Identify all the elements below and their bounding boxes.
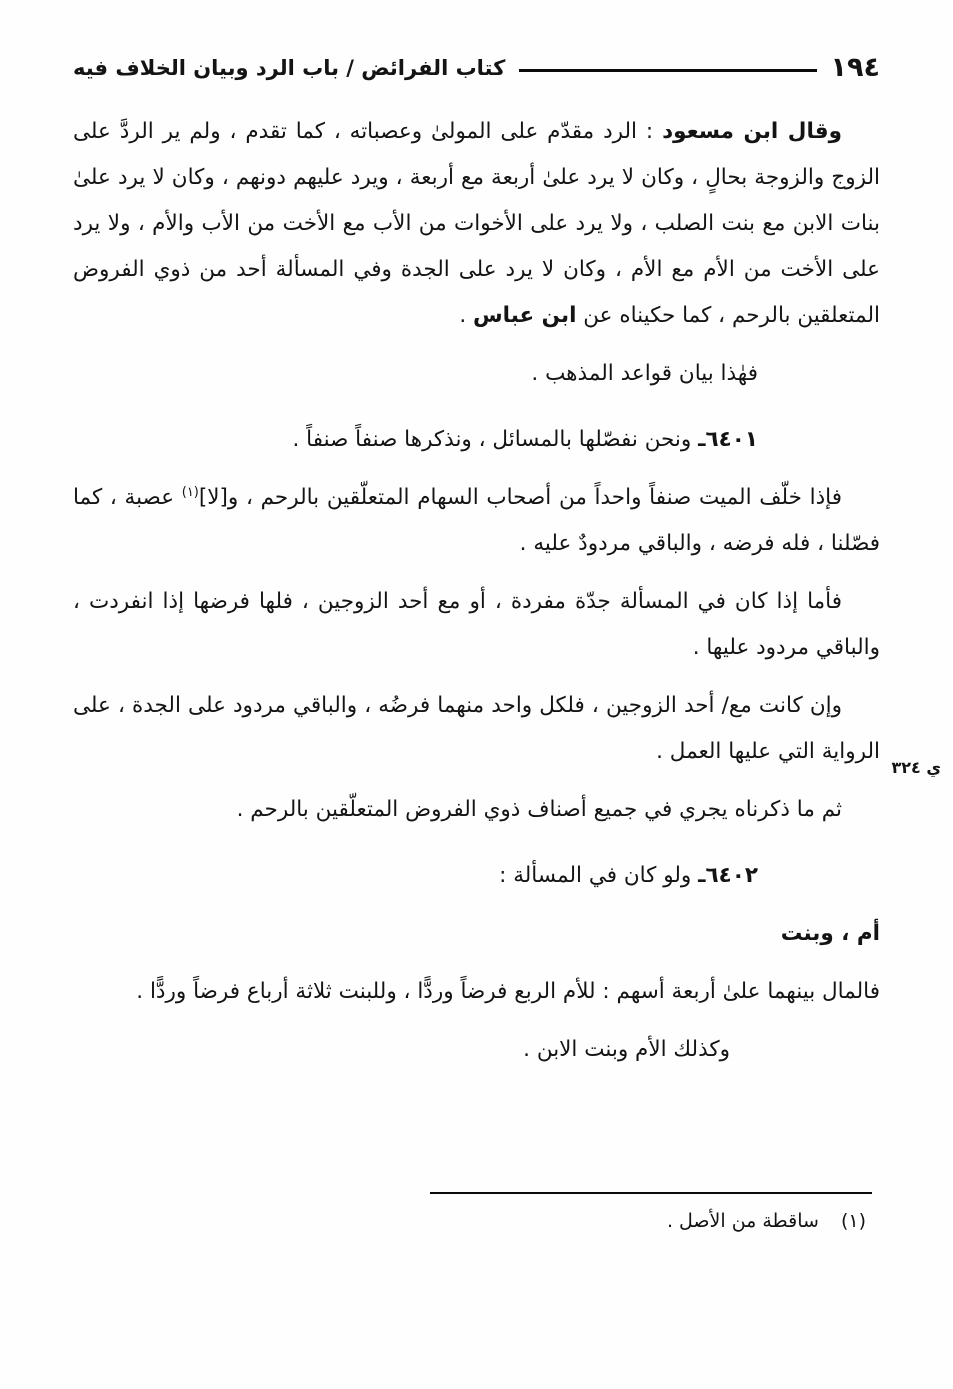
chapter-title: كتاب الفرائض / باب الرد وبيان الخلاف فيه [73, 55, 506, 80]
ibn-abbas-name: ابن عباس [472, 303, 577, 328]
footnote-area [73, 1192, 880, 1251]
paragraph-umm-wa-bint: أم ، وبنت [780, 921, 880, 946]
section-number-6401: ٦٤٠١ـ [698, 427, 758, 452]
header-rule [519, 69, 816, 72]
paragraph-6402 [73, 845, 880, 899]
speaker-name: وقال ابن مسعود [662, 119, 842, 144]
paragraph-faitha-part-b: عصبة ، كما فصّلنا ، فله فرضه ، والباقي مردودٌ عليه . [73, 485, 880, 556]
page-number: ١٩٤ [830, 52, 880, 83]
section-number-6402: ٦٤٠٢ـ [698, 863, 758, 888]
footnote-separator [430, 1192, 872, 1194]
paragraph-kadhalika: وكذلك الأم وبنت الابن . [523, 1037, 730, 1062]
paragraph-6402-text: ولو كان في المسألة : [499, 863, 699, 888]
footnote-reference-1: (١) [181, 484, 199, 500]
paragraph-thumma-dhakarnah: ثم ما ذكرناه يجري في جميع أصناف ذوي الفروض المتعلّقين بالرحم . [236, 797, 842, 822]
paragraph-ibn-masud-end: . [459, 303, 473, 328]
margin-note-folio: ي ٣٢٤ [891, 758, 941, 777]
paragraph-qawaid: فهٰذا بيان قواعد المذهب . [531, 361, 758, 386]
footnote-marker: (١) [840, 1210, 866, 1232]
paragraph-almal-baynahuma: فالمال بينهما علىٰ أربعة أسهم : للأم الربع فرضاً وردًّا ، وللبنت ثلاثة أرباع فرضاً وردًّا . [136, 979, 880, 1004]
paragraph-faitha-part-a: فإذا خلّف الميت صنفاً واحداً من أصحاب السهام المتعلّقين بالرحم ، و[لا] [198, 485, 842, 510]
page-header [0, 0, 953, 83]
paragraph-jadda-mufrada: فأما إذا كان في المسألة جدّة مفردة ، أو مع أحد الزوجين ، فلها فرضها إذا انفردت ، والباقي مردود عليها . [73, 589, 880, 660]
paragraph-ibn-masud [73, 109, 880, 339]
footnote-text: ساقطة من الأصل . [666, 1210, 819, 1232]
page-body [0, 83, 953, 1073]
paragraph-ibn-masud-text: : الرد مقدّم على المولىٰ وعصباته ، كما تقدم ، ولم ير الردَّ على الزوج والزوجة بحالٍ ، وكان لا يرد علىٰ أربعة مع أربعة ، ويرد عليهم دونهم ، وكان لا يرد علىٰ بنات الابن مع بنت الصلب ، ولا يرد على الأخوات من الأب مع الأخت من الأب والأم ، ولا يرد على الأخت من الأم مع الأم ، وكان لا يرد على الجدة وفي المسألة أحد من ذوي الفروض المتعلقين بالرحم ، كما حكيناه عن [73, 119, 880, 328]
paragraph-6401-text: ونحن نفصّلها بالمسائل ، ونذكرها صنفاً صنفاً . [292, 427, 699, 452]
footnote [73, 1210, 880, 1232]
paragraph-6401 [73, 409, 880, 463]
paragraph-faitha-khallafa [73, 475, 880, 567]
paragraph-maa-zawjayn: وإن كانت مع/ أحد الزوجين ، فلكل واحد منهما فرضُه ، والباقي مردود على الجدة ، على الرواية التي عليها العمل . [73, 693, 880, 764]
